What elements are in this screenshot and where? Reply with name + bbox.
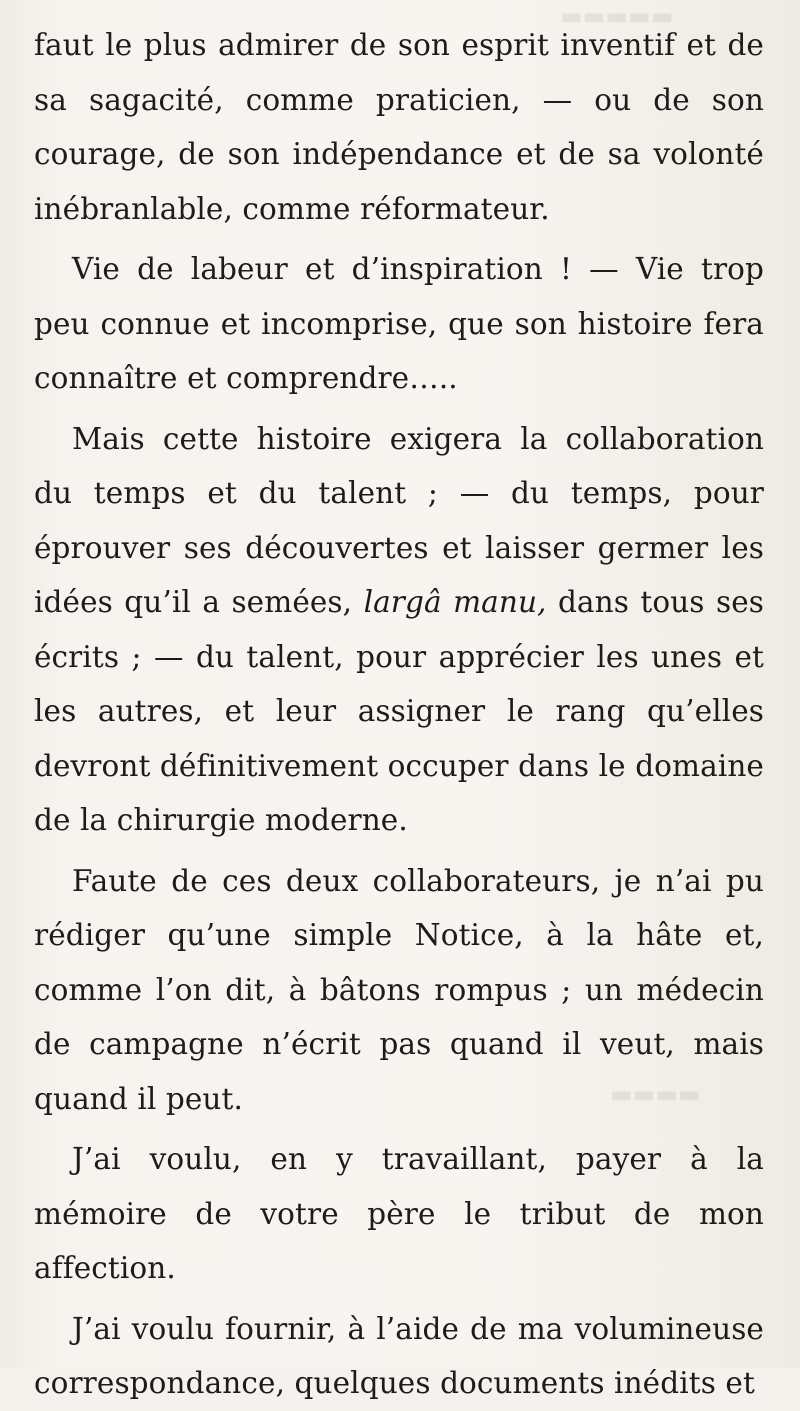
latin-phrase: largâ manu, <box>363 585 547 619</box>
paragraph: J’ai voulu, en y travaillant, payer à la mémoire de votre père le tribut de mon affection. <box>34 1142 764 1285</box>
paragraph <box>34 412 764 848</box>
paragraph-text: dans tous ses écrits ; — du talent, pour apprécier les unes et les autres, et leur assigner le rang qu’elles devront définitivement occuper dans le domaine de la chirurgie moderne. <box>34 585 764 837</box>
paragraph-continuation: faut le plus admirer de son esprit inventif et de sa sagacité, comme praticien, — ou de son courage, de son indépendance et de sa volonté inébranlable, comme réformateur. <box>34 28 764 226</box>
bleed-through-shadow: ▬▬▬▬ <box>610 1080 701 1108</box>
paragraph-text: Mais cette histoire exigera la collaboration du temps et du talent ; — du temps, pour éprouver ses découvertes et laisser germer les idées qu’il a semées, <box>34 421 764 619</box>
paragraph: Faute de ces deux collaborateurs, je n’ai pu rédiger qu’une simple Notice, à la hâte et, comme l’on dit, à bâtons rompus ; un médecin de campagne n’écrit pas quand il veut, mais quand il peut. <box>34 863 764 1116</box>
bleed-through-shadow: ▬▬▬▬▬ <box>560 2 674 30</box>
paragraph: Vie de labeur et d’inspiration ! — Vie trop peu connue et incomprise, que son histoire fera connaître et comprendre….. <box>34 252 764 395</box>
paragraph: J’ai voulu fournir, à l’aide de ma volumineuse correspondance, quelques documents inédits et <box>34 1311 764 1400</box>
page-body-text <box>34 18 764 1411</box>
